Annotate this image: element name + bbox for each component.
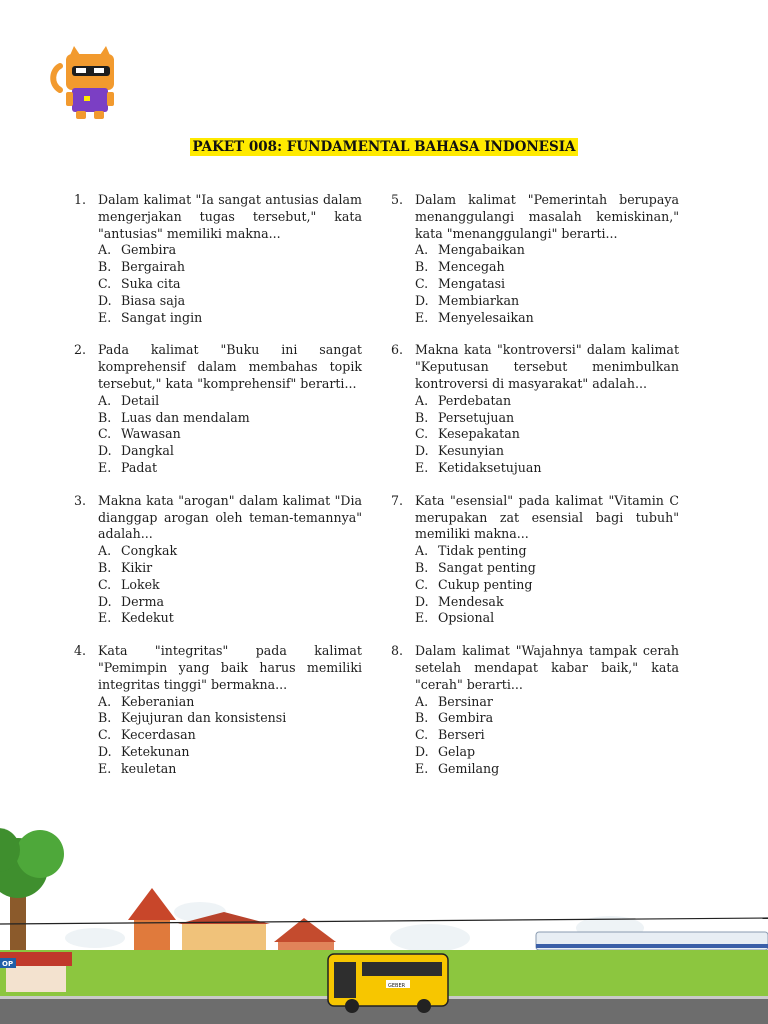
answer-option	[415, 293, 679, 310]
option-text: Opsional	[438, 610, 495, 626]
question-text: Kata "integritas" pada kalimat "Pemimpin yang baik harus memiliki integritas tinggi" bermakna...	[98, 643, 362, 692]
answer-option	[415, 560, 679, 577]
question-text: Kata "esensial" pada kalimat "Vitamin C merupakan zat esensial bagi tubuh" memiliki makna...	[415, 492, 679, 542]
answer-option	[98, 761, 362, 778]
question-item	[391, 192, 679, 326]
answer-option	[98, 710, 362, 727]
option-text: Kesunyian	[438, 443, 504, 459]
answer-option	[415, 259, 679, 276]
answer-option	[415, 694, 679, 711]
answer-option	[98, 694, 362, 711]
option-letter: B.	[415, 259, 429, 275]
question-number: 1.	[74, 192, 87, 207]
cat-mascot-logo	[50, 44, 122, 124]
answer-option	[98, 242, 362, 259]
answer-option	[415, 410, 679, 427]
option-letter: C.	[98, 426, 112, 442]
answer-option	[415, 594, 679, 611]
option-letter: D.	[415, 743, 429, 759]
answer-option	[415, 610, 679, 627]
option-letter: A.	[415, 543, 429, 559]
option-letter: C.	[98, 576, 112, 592]
answer-option	[415, 276, 679, 293]
option-letter: E.	[415, 459, 429, 475]
option-text: Congkak	[121, 543, 178, 559]
option-text: Gemilang	[438, 760, 500, 776]
question-number: 2.	[74, 342, 87, 358]
option-text: Membiarkan	[438, 292, 520, 308]
option-letter: A.	[415, 392, 429, 408]
option-letter: B.	[415, 559, 429, 575]
option-letter: E.	[98, 610, 112, 626]
question-item	[391, 643, 679, 777]
question-item	[391, 493, 679, 627]
questions-left-column	[74, 192, 362, 794]
answer-option	[98, 744, 362, 761]
option-text: Mendesak	[438, 593, 504, 609]
option-text: Wawasan	[121, 426, 181, 442]
option-text: Persetujuan	[438, 409, 515, 425]
answer-option	[98, 259, 362, 276]
question-text: Dalam kalimat "Pemerintah berupaya menanggulangi masalah kemiskinan," kata "menanggulangi" berarti...	[415, 192, 679, 241]
option-text: Kesepakatan	[438, 426, 520, 442]
option-text: Keberanian	[121, 693, 195, 709]
option-text: Derma	[121, 593, 165, 609]
question-item	[391, 342, 679, 476]
option-text: Sangat penting	[438, 559, 536, 575]
answer-option	[415, 727, 679, 744]
answer-option	[415, 577, 679, 594]
option-letter: D.	[98, 743, 112, 759]
option-text: Dangkal	[121, 443, 174, 459]
page-title: PAKET 008: FUNDAMENTAL BAHASA INDONESIA	[192, 139, 576, 155]
answer-option	[415, 460, 679, 477]
question-number: 5.	[391, 192, 404, 207]
option-text: Mengabaikan	[438, 242, 525, 258]
option-text: Ketidaksetujuan	[438, 459, 542, 475]
option-letter: D.	[415, 593, 429, 609]
option-text: Kejujuran dan konsistensi	[121, 710, 287, 726]
option-letter: D.	[98, 292, 112, 308]
question-number: 6.	[391, 342, 404, 358]
question-text: Makna kata "arogan" dalam kalimat "Dia dianggap arogan oleh teman-temannya" adalah...	[98, 492, 362, 542]
answer-option	[415, 310, 679, 327]
answer-option	[98, 310, 362, 327]
option-letter: D.	[415, 443, 429, 459]
option-text: Kecerdasan	[121, 727, 196, 743]
bus-stop	[0, 952, 72, 992]
answer-option	[415, 393, 679, 410]
question-number: 8.	[391, 643, 404, 659]
option-text: Biasa saja	[121, 292, 186, 308]
option-letter: B.	[415, 409, 429, 425]
question-item	[74, 342, 362, 476]
option-letter: C.	[415, 727, 429, 743]
option-letter: A.	[98, 543, 112, 559]
option-text: Berseri	[438, 727, 485, 743]
option-letter: E.	[98, 309, 112, 325]
option-letter: B.	[98, 559, 112, 575]
answer-option	[415, 710, 679, 727]
answer-option	[98, 276, 362, 293]
option-letter: E.	[415, 309, 429, 325]
answer-option	[98, 426, 362, 443]
option-text: keuletan	[121, 760, 177, 776]
answer-option	[415, 242, 679, 259]
question-text: Makna kata "kontroversi" dalam kalimat "Keputusan tersebut menimbulkan kontroversi di masyarakat" adalah...	[415, 342, 679, 391]
option-letter: B.	[415, 710, 429, 726]
option-letter: B.	[98, 409, 112, 425]
option-letter: E.	[415, 610, 429, 626]
option-text: Gembira	[438, 710, 494, 726]
question-item	[74, 192, 362, 326]
option-letter: C.	[98, 275, 112, 291]
questions-right-column	[391, 192, 679, 794]
option-letter: A.	[415, 693, 429, 709]
answer-option	[98, 727, 362, 744]
option-text: Bergairah	[121, 259, 185, 275]
option-text: Perdebatan	[438, 392, 512, 408]
option-text: Lokek	[121, 576, 160, 592]
option-letter: B.	[98, 710, 112, 726]
answer-option	[98, 443, 362, 460]
option-letter: C.	[98, 727, 112, 743]
question-number: 3.	[74, 492, 87, 508]
bus	[328, 954, 448, 1013]
option-text: Cukup penting	[438, 576, 533, 592]
option-letter: C.	[415, 275, 429, 291]
question-item	[74, 643, 362, 777]
answer-option	[415, 426, 679, 443]
answer-option	[415, 543, 679, 560]
option-text: Mencegah	[438, 259, 505, 275]
option-text: Ketekunan	[121, 743, 190, 759]
option-letter: D.	[98, 443, 112, 459]
option-text: Kedekut	[121, 610, 174, 626]
option-text: Suka cita	[121, 275, 181, 291]
answer-option	[415, 744, 679, 761]
option-text: Kikir	[121, 559, 153, 575]
option-letter: D.	[98, 593, 112, 609]
option-letter: E.	[98, 459, 112, 475]
answer-option	[98, 393, 362, 410]
option-letter: E.	[415, 760, 429, 776]
question-text: Pada kalimat "Buku ini sangat komprehensif dalam membahas topik tersebut," kata "komprehensif" berarti...	[98, 342, 362, 391]
answer-option	[98, 577, 362, 594]
option-text: Luas dan mendalam	[121, 409, 250, 425]
option-letter: B.	[98, 259, 112, 275]
option-text: Sangat ingin	[121, 309, 203, 325]
option-letter: E.	[98, 760, 112, 776]
option-letter: C.	[415, 426, 429, 442]
answer-option	[415, 761, 679, 778]
option-letter: D.	[415, 292, 429, 308]
answer-option	[98, 410, 362, 427]
answer-option	[98, 560, 362, 577]
option-text: Menyelesaikan	[438, 309, 534, 325]
title-wrapper	[0, 136, 768, 156]
question-item	[74, 493, 362, 627]
question-number: 4.	[74, 643, 87, 659]
option-letter: A.	[98, 392, 112, 408]
bus-stop-sign: OP	[2, 960, 14, 968]
city-illustration	[0, 820, 768, 1024]
question-text: Dalam kalimat "Wajahnya tampak cerah setelah mendapat kabar baik," kata "cerah" berarti...	[415, 643, 679, 692]
option-text: Mengatasi	[438, 275, 506, 291]
question-text: Dalam kalimat "Ia sangat antusias dalam mengerjakan tugas tersebut," kata "antusias" memiliki makna...	[98, 192, 362, 241]
option-text: Bersinar	[438, 693, 493, 709]
answer-option	[98, 293, 362, 310]
answer-option	[98, 594, 362, 611]
answer-option	[98, 543, 362, 560]
option-text: Gelap	[438, 743, 476, 759]
option-letter: A.	[98, 693, 112, 709]
option-text: Detail	[121, 392, 160, 408]
option-text: Padat	[121, 459, 158, 475]
option-letter: A.	[415, 242, 429, 258]
option-letter: A.	[98, 242, 112, 258]
answer-option	[98, 610, 362, 627]
option-text: Gembira	[121, 242, 177, 258]
train	[536, 932, 768, 950]
bus-plate: GEBER	[388, 983, 406, 989]
question-number: 7.	[391, 492, 404, 508]
option-letter: C.	[415, 576, 429, 592]
answer-option	[415, 443, 679, 460]
answer-option	[98, 460, 362, 477]
option-text: Tidak penting	[438, 543, 527, 559]
